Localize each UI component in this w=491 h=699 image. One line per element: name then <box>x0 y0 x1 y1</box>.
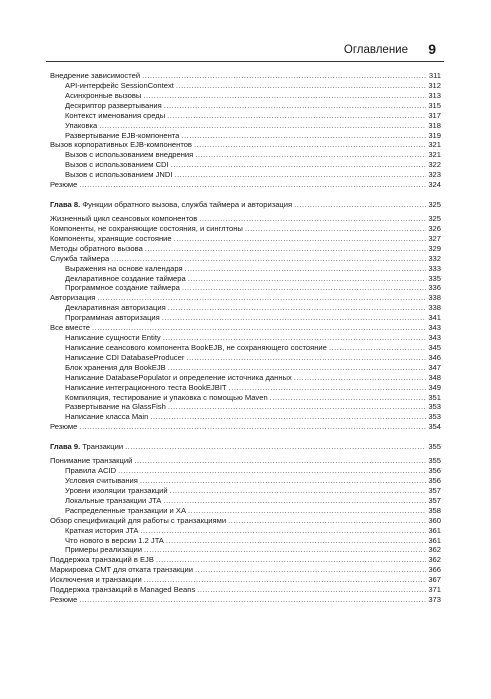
dot-leader <box>182 283 427 293</box>
toc-entry <box>50 343 441 353</box>
toc-entry <box>50 121 441 131</box>
dot-leader <box>194 140 426 150</box>
toc-entry-page: 338 <box>428 303 441 313</box>
toc-entry-page: 324 <box>428 180 441 190</box>
dot-leader <box>150 412 426 422</box>
toc-entry <box>50 244 441 254</box>
dot-leader <box>142 71 427 81</box>
dot-leader <box>145 244 427 254</box>
toc-entry-page: 325 <box>428 200 441 210</box>
dot-leader <box>79 422 426 432</box>
toc-entry-page: 315 <box>428 100 441 110</box>
toc-entry <box>50 140 441 150</box>
toc-entry <box>50 180 441 190</box>
toc-entry-title: Вызов с использованием внедрения <box>65 150 194 160</box>
toc-entry-page: 321 <box>428 140 441 150</box>
toc-entry-page: 355 <box>428 442 441 452</box>
dot-leader <box>134 456 426 466</box>
dot-leader <box>174 170 426 180</box>
toc-entry-page: 323 <box>428 170 441 180</box>
toc-entry-page: 313 <box>428 90 441 100</box>
toc-entry-title: Контекст именования среды <box>65 110 166 120</box>
dot-leader <box>228 516 426 526</box>
toc-entry <box>50 575 441 585</box>
toc-entry-title: Служба таймера <box>50 253 110 263</box>
toc-entry-title: Развертывание на GlassFish <box>65 402 166 412</box>
toc-entry-title: Выражения на основе календаря <box>65 263 183 273</box>
toc-entry-title: Локальные транзакции JTA <box>65 495 162 505</box>
toc-entry <box>50 224 441 234</box>
toc-chapter-entry <box>50 200 441 210</box>
toc-entry-page: 362 <box>428 555 441 565</box>
toc-entry-title: Правила ACID <box>65 466 117 476</box>
toc-entry-page: 333 <box>428 263 441 273</box>
toc-entry-title: Вызов корпоративных EJB-компонентов <box>50 140 192 150</box>
toc-entry-page: 371 <box>428 585 441 595</box>
dot-leader <box>156 555 426 565</box>
toc-entry-page: 357 <box>428 485 441 495</box>
toc-entry-title: Резюме <box>50 595 78 605</box>
chapter-title: Функции обратного вызова, служба таймера и авторизация <box>82 200 293 210</box>
dot-leader <box>168 402 427 412</box>
toc-entry-page: 312 <box>428 80 441 90</box>
toc-entry-page: 355 <box>428 456 441 466</box>
dot-leader <box>270 393 427 403</box>
table-of-contents <box>50 71 441 605</box>
dot-leader <box>188 506 426 516</box>
toc-entry-title: Поддержка транзакций в Managed Beans <box>50 585 196 595</box>
toc-entry-page: 327 <box>428 233 441 243</box>
dot-leader <box>166 536 426 546</box>
toc-entry-title: Компиляция, тестирование и упаковка с помощью Maven <box>65 392 268 402</box>
toc-entry-title: Асинхронные вызовы <box>65 90 142 100</box>
toc-entry <box>50 403 441 413</box>
toc-entry-page: 336 <box>428 283 441 293</box>
toc-entry-page: 354 <box>428 422 441 432</box>
toc-entry-title: Краткая история JTA <box>65 525 139 535</box>
dot-leader <box>99 121 426 131</box>
toc-entry <box>50 111 441 121</box>
toc-entry-title: Декларативная авторизация <box>65 303 166 313</box>
toc-entry <box>50 264 441 274</box>
toc-entry-page: 353 <box>428 412 441 422</box>
dot-leader <box>79 595 426 605</box>
dot-leader <box>143 91 426 101</box>
toc-entry-title: Условия считывания <box>65 476 138 486</box>
toc-entry <box>50 274 441 284</box>
toc-entry-page: 346 <box>428 352 441 362</box>
toc-entry-title: Уровни изоляции транзакций <box>65 485 168 495</box>
toc-entry-page: 367 <box>428 575 441 585</box>
dot-leader <box>294 373 427 383</box>
toc-entry <box>50 373 441 383</box>
dot-leader <box>176 81 426 91</box>
toc-entry-title: Написание DatabasePopulator и определение источника данных <box>65 372 292 382</box>
dot-leader <box>79 180 426 190</box>
toc-entry <box>50 585 441 595</box>
toc-chapter-entry <box>50 442 441 452</box>
toc-entry-title: Написание сущности Entity <box>65 333 161 343</box>
toc-entry-page: 362 <box>428 545 441 555</box>
toc-entry <box>50 254 441 264</box>
toc-entry-page: 326 <box>428 223 441 233</box>
toc-entry-page: 341 <box>428 313 441 323</box>
toc-entry-page: 345 <box>428 342 441 352</box>
toc-entry-title: Компоненты, не сохраняющие состояния, и синглтоны <box>50 223 243 233</box>
toc-entry-page: 325 <box>428 213 441 223</box>
toc-entry <box>50 363 441 373</box>
toc-entry-page: 360 <box>428 515 441 525</box>
toc-entry-page: 335 <box>428 273 441 283</box>
toc-entry <box>50 160 441 170</box>
dot-leader <box>181 131 426 141</box>
toc-entry <box>50 456 441 466</box>
dot-leader <box>92 323 426 333</box>
toc-entry-page: 356 <box>428 476 441 486</box>
toc-entry-title: Компоненты, хранящие состояние <box>50 233 172 243</box>
dot-leader <box>195 150 426 160</box>
toc-entry-page: 348 <box>428 372 441 382</box>
toc-entry-title: Вызов с использованием JNDI <box>65 170 173 180</box>
toc-entry <box>50 422 441 432</box>
toc-entry <box>50 595 441 605</box>
toc-entry-title: API-интерфейс SessionContext <box>65 80 174 90</box>
toc-entry-title <box>50 442 123 452</box>
dot-leader <box>168 363 427 373</box>
dot-leader <box>111 254 426 264</box>
toc-entry <box>50 412 441 422</box>
toc-entry <box>50 283 441 293</box>
dot-leader <box>185 264 427 274</box>
toc-entry <box>50 565 441 575</box>
toc-entry-title: Блок хранения для BookEJB <box>65 362 166 372</box>
toc-entry <box>50 214 441 224</box>
running-head-title: Оглавление <box>343 44 408 56</box>
toc-entry-title: Методы обратного вызова <box>50 243 143 253</box>
toc-entry <box>50 150 441 160</box>
toc-entry-title: Примеры реализации <box>65 545 143 555</box>
dot-leader <box>195 565 426 575</box>
page-header <box>46 38 444 60</box>
toc-entry-title: Резюме <box>50 422 78 432</box>
toc-entry <box>50 476 441 486</box>
dot-leader <box>329 343 426 353</box>
toc-entry-page: 361 <box>428 525 441 535</box>
toc-entry <box>50 486 441 496</box>
toc-entry-title: Программное создание таймера <box>65 283 180 293</box>
toc-entry-page: 329 <box>428 243 441 253</box>
toc-entry-page: 353 <box>428 402 441 412</box>
toc-entry <box>50 293 441 303</box>
toc-entry-page: 317 <box>428 110 441 120</box>
toc-entry-title: Вызов с использованием CDI <box>65 160 169 170</box>
dot-leader <box>170 486 427 496</box>
running-head-page-number: 9 <box>428 41 436 57</box>
dot-leader <box>167 111 426 121</box>
toc-entry <box>50 353 441 363</box>
toc-entry-title: Резюме <box>50 180 78 190</box>
toc-entry-title: Распределенные транзакции и XA <box>65 505 187 515</box>
header-rule <box>46 61 444 62</box>
toc-entry <box>50 81 441 91</box>
toc-entry-title <box>50 200 292 210</box>
toc-entry-page: 332 <box>428 253 441 263</box>
toc-entry <box>50 506 441 516</box>
toc-entry-title: Авторизация <box>50 293 96 303</box>
dot-leader <box>162 313 427 323</box>
toc-entry-page: 358 <box>428 505 441 515</box>
dot-leader <box>171 160 427 170</box>
toc-entry-title: Развертывание EJB-компонента <box>65 130 180 140</box>
toc-entry <box>50 313 441 323</box>
dot-leader <box>229 383 427 393</box>
toc-entry <box>50 555 441 565</box>
dot-leader <box>174 234 427 244</box>
toc-entry-title: Программная авторизация <box>65 313 160 323</box>
toc-entry <box>50 170 441 180</box>
toc-entry <box>50 333 441 343</box>
chapter-label: Глава 8. <box>50 200 81 210</box>
dot-leader <box>163 333 427 343</box>
toc-entry <box>50 526 441 536</box>
toc-entry <box>50 131 441 141</box>
chapter-title: Транзакции <box>82 442 124 452</box>
toc-entry <box>50 383 441 393</box>
toc-entry <box>50 466 441 476</box>
dot-leader <box>199 214 426 224</box>
toc-entry-title: Декларативное создание таймера <box>65 273 186 283</box>
dot-leader <box>245 224 426 234</box>
toc-entry-title: Исключения и транзакции <box>50 575 142 585</box>
toc-entry <box>50 101 441 111</box>
chapter-label: Глава 9. <box>50 442 81 452</box>
toc-entry-page: 357 <box>428 495 441 505</box>
toc-entry-page: 351 <box>428 392 441 402</box>
toc-entry-page: 338 <box>428 293 441 303</box>
dot-leader <box>163 496 426 506</box>
toc-entry <box>50 323 441 333</box>
toc-entry <box>50 496 441 506</box>
toc-entry <box>50 516 441 526</box>
toc-entry <box>50 303 441 313</box>
toc-entry-title: Что нового в версии 1.2 JTA <box>65 535 164 545</box>
toc-entry-page: 347 <box>428 362 441 372</box>
toc-entry-title: Написание интеграционного теста BookEJBIT <box>65 382 227 392</box>
toc-entry-title: Упаковка <box>65 120 98 130</box>
toc-entry-page: 318 <box>428 120 441 130</box>
toc-entry-title: Внедрение зависимостей <box>50 70 141 80</box>
toc-entry-page: 319 <box>428 130 441 140</box>
toc-entry-title: Написание класса Main <box>65 412 149 422</box>
toc-entry <box>50 545 441 555</box>
toc-entry <box>50 234 441 244</box>
dot-leader <box>140 476 426 486</box>
dot-leader <box>144 575 427 585</box>
toc-entry-title: Написание CDI DatabaseProducer <box>65 352 185 362</box>
dot-leader <box>197 585 426 595</box>
dot-leader <box>188 274 427 284</box>
dot-leader <box>168 303 427 313</box>
dot-leader <box>294 200 426 210</box>
toc-entry-page: 361 <box>428 535 441 545</box>
dot-leader <box>186 353 426 363</box>
dot-leader <box>118 466 426 476</box>
dot-leader <box>164 101 427 111</box>
toc-entry-page: 349 <box>428 382 441 392</box>
toc-entry-page: 373 <box>428 595 441 605</box>
dot-leader <box>125 442 426 452</box>
toc-entry <box>50 71 441 81</box>
toc-entry-title: Все вместе <box>50 323 91 333</box>
toc-entry-page: 311 <box>428 70 441 80</box>
dot-leader <box>97 293 426 303</box>
toc-entry-title: Обзор спецификаций для работы с транзакциями <box>50 515 227 525</box>
toc-entry <box>50 393 441 403</box>
toc-entry-page: 356 <box>428 466 441 476</box>
toc-entry-page: 322 <box>428 160 441 170</box>
toc-entry-page: 343 <box>428 333 441 343</box>
toc-entry <box>50 91 441 101</box>
toc-entry <box>50 536 441 546</box>
dot-leader <box>144 545 426 555</box>
toc-entry-title: Понимание транзакций <box>50 456 133 466</box>
dot-leader <box>140 526 426 536</box>
toc-entry-page: 321 <box>428 150 441 160</box>
toc-entry-page: 343 <box>428 323 441 333</box>
toc-entry-page: 366 <box>428 565 441 575</box>
toc-entry-title: Дескриптор развертывания <box>65 100 162 110</box>
toc-entry-title: Жизненный цикл сеансовых компонентов <box>50 213 198 223</box>
toc-entry-title: Поддержка транзакций в EJB <box>50 555 154 565</box>
toc-entry-title: Маркировка CMT для отката транзакции <box>50 565 194 575</box>
toc-entry-title: Написание сеансового компонента BookEJB, не сохраняющего состояние <box>65 342 327 352</box>
